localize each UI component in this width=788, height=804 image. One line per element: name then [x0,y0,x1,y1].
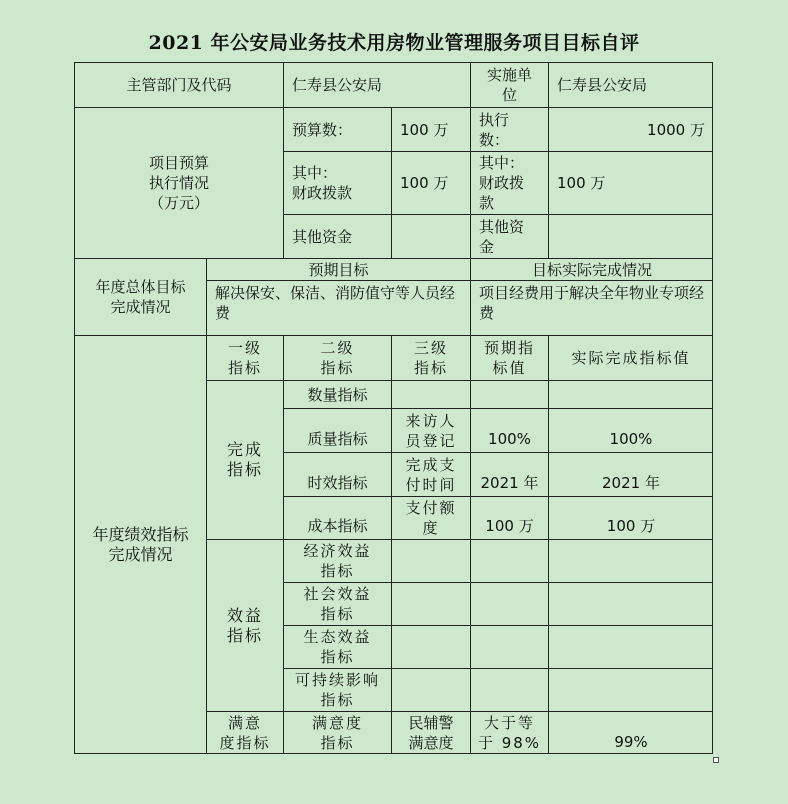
expected-value-cell [470,582,548,625]
actual-goal-header: 目标实际完成情况 [470,258,713,280]
expected-value-cell [470,539,548,582]
level2-cell: 可持续影响 指标 [283,668,391,711]
level3-cell: 民辅警 满意度 [391,711,470,754]
expected-value-cell [470,380,548,408]
other-label: 其他资金 [283,214,391,258]
dept-value: 仁寿县公安局 [283,62,470,107]
other-exec-value [548,214,713,258]
expected-goal-text: 解决保安、保洁、消防值守等人员经费 [206,280,470,335]
budget-section-label: 项目预算 执行情况 （万元） [74,107,283,258]
level2-cell: 质量指标 [283,408,391,452]
level3-cell [391,539,470,582]
level1-header: 一级 指标 [206,335,283,380]
table-resize-handle[interactable] [713,757,719,763]
expected-value-header: 预期指 标值 [470,335,548,380]
completion-indicator-group: 完成 指标 [206,380,283,539]
actual-value-cell [548,625,713,668]
fiscal-label: 其中： 财政拨款 [283,151,391,214]
exec-value: 1000 万 [548,107,713,151]
expected-value-cell: 100% [470,408,548,452]
actual-value-cell: 2021 年 [548,452,713,496]
level3-cell [391,625,470,668]
level2-cell: 时效指标 [283,452,391,496]
impl-label: 实施单 位 [470,62,548,107]
page-title: 2021 年公安局业务技术用房物业管理服务项目目标自评 [148,32,640,54]
expected-value-cell: 大于等 于 98% [470,711,548,754]
expected-value-cell: 2021 年 [470,452,548,496]
level3-cell: 支付额 度 [391,496,470,539]
level2-cell: 数量指标 [283,380,391,408]
expected-goal-header: 预期目标 [206,258,470,280]
satisfaction-indicator-group: 满意 度指标 [206,711,283,754]
fiscal-exec-value: 100 万 [548,151,713,214]
budget-label: 预算数： [283,107,391,151]
level3-header: 三级 指标 [391,335,470,380]
level2-header: 二级 指标 [283,335,391,380]
other-exec-label: 其他资 金 [470,214,548,258]
expected-value-cell [470,625,548,668]
level2-cell: 社会效益 指标 [283,582,391,625]
actual-value-cell [548,380,713,408]
actual-value-cell [548,668,713,711]
perf-section-label: 年度绩效指标 完成情况 [74,335,206,754]
table-right-border [712,62,713,754]
level3-cell [391,668,470,711]
fiscal-value: 100 万 [391,151,470,214]
benefit-indicator-group: 效益 指标 [206,539,283,711]
actual-value-header: 实际完成指标值 [548,335,713,380]
actual-value-cell: 100% [548,408,713,452]
expected-value-cell: 100 万 [470,496,548,539]
budget-value: 100 万 [391,107,470,151]
level2-cell: 成本指标 [283,496,391,539]
actual-value-cell [548,582,713,625]
exec-label: 执行 数： [470,107,548,151]
expected-value-cell [470,668,548,711]
level2-cell: 生态效益 指标 [283,625,391,668]
actual-value-cell: 100 万 [548,496,713,539]
dept-label: 主管部门及代码 [74,62,283,107]
level3-cell [391,582,470,625]
fiscal-exec-label: 其中： 财政拨 款 [470,151,548,214]
other-value [391,214,470,258]
table-bottom-border [74,753,713,754]
level3-cell: 完成支 付时间 [391,452,470,496]
impl-value: 仁寿县公安局 [548,62,713,107]
level2-cell: 经济效益 指标 [283,539,391,582]
actual-goal-text: 项目经费用于解决全年物业专项经费 [470,280,713,335]
actual-value-cell [548,539,713,582]
level3-cell: 来访人 员登记 [391,408,470,452]
level2-cell: 满意度 指标 [283,711,391,754]
actual-value-cell: 99% [548,711,713,754]
level3-cell [391,380,470,408]
annual-goal-label: 年度总体目标 完成情况 [74,258,206,335]
